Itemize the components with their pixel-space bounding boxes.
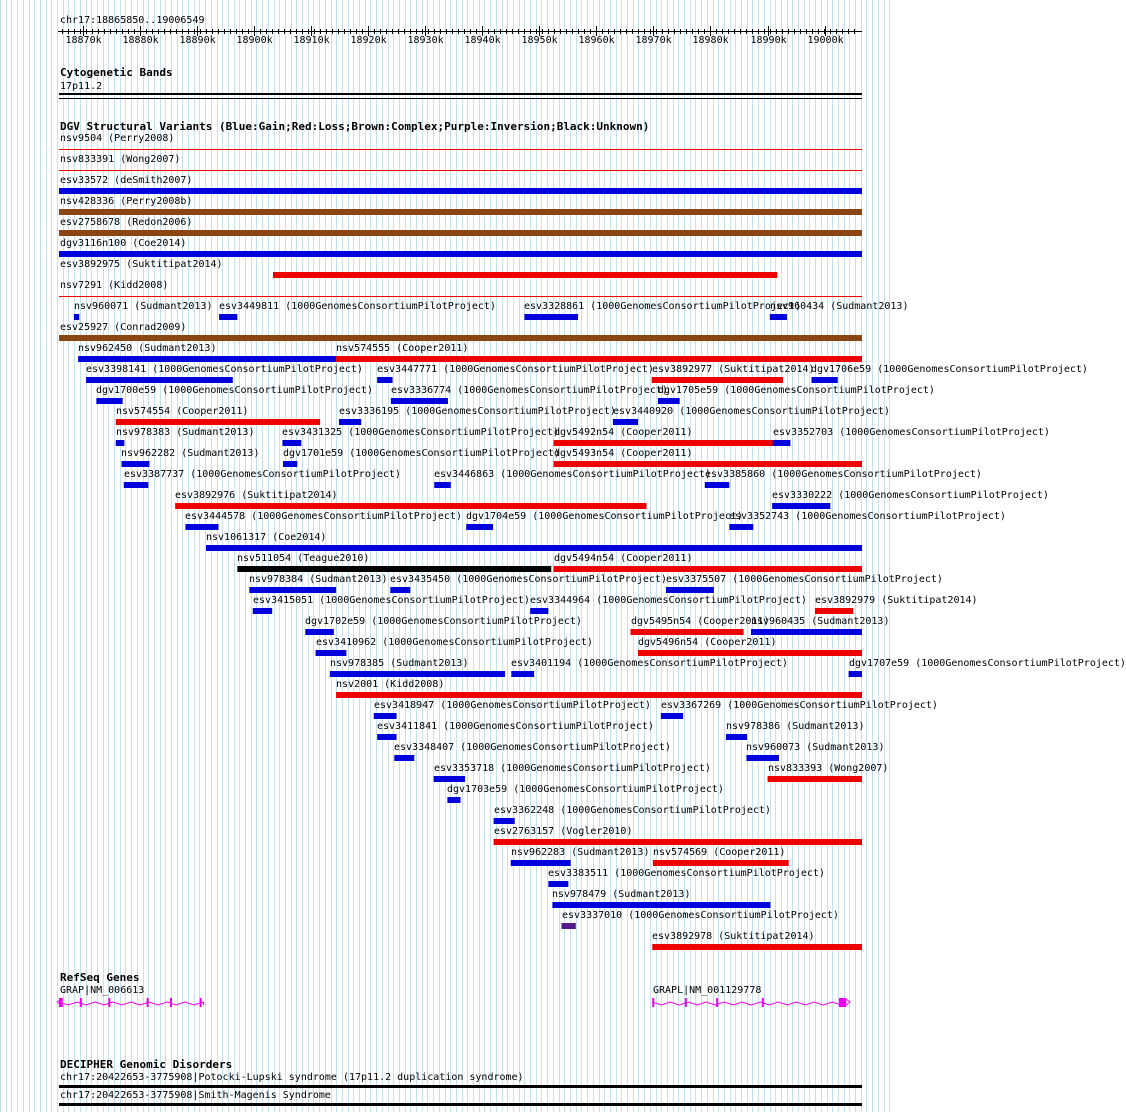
ruler-tick-label: 18890k bbox=[179, 35, 216, 46]
dgv-variant-label: esv3449811 (1000GenomesConsortiumPilotProject) bbox=[219, 301, 496, 312]
ruler-tick-label: 18870k bbox=[65, 35, 102, 46]
dgv-variant-label: nsv978386 (Sudmant2013) bbox=[726, 721, 865, 732]
decipher-track-title: DECIPHER Genomic Disorders bbox=[60, 1058, 233, 1071]
dgv-variant-label: esv3375507 (1000GenomesConsortiumPilotProject) bbox=[666, 574, 943, 585]
dgv-variant-label: esv3383511 (1000GenomesConsortiumPilotProject) bbox=[548, 868, 825, 879]
ruler-tick-label: 18970k bbox=[635, 35, 672, 46]
dgv-variant-label: esv3415051 (1000GenomesConsortiumPilotProject) bbox=[253, 595, 530, 606]
dgv-variant-label: esv3892976 (Suktitipat2014) bbox=[175, 490, 338, 501]
dgv-variant-label: esv3352703 (1000GenomesConsortiumPilotProject) bbox=[773, 427, 1050, 438]
dgv-variant-label: nsv962283 (Sudmant2013) bbox=[511, 847, 650, 858]
dgv-variant-label: esv3892978 (Suktitipat2014) bbox=[652, 931, 815, 942]
dgv-variant-label: dgv1701e59 (1000GenomesConsortiumPilotProject) bbox=[283, 448, 560, 459]
dgv-variant-label: esv3336774 (1000GenomesConsortiumPilotProject) bbox=[391, 385, 668, 396]
dgv-variant-label: esv3353718 (1000GenomesConsortiumPilotProject) bbox=[434, 763, 711, 774]
region-label: chr17:18865850..19006549 bbox=[60, 15, 205, 26]
dgv-variant-label: nsv962450 (Sudmant2013) bbox=[78, 343, 217, 354]
dgv-variant-label: dgv5495n54 (Cooper2011) bbox=[631, 616, 770, 627]
dgv-full-row-label: esv33572 (deSmith2007) bbox=[60, 175, 193, 186]
dgv-variant-label: esv3892979 (Suktitipat2014) bbox=[815, 595, 978, 606]
ruler-tick-label: 18940k bbox=[464, 35, 501, 46]
decipher-item-label: chr17:20422653-3775908|Smith-Magenis Syndrome bbox=[60, 1090, 331, 1101]
dgv-full-row-label: dgv3116n100 (Coe2014) bbox=[60, 238, 187, 249]
dgv-variant-label: esv3398141 (1000GenomesConsortiumPilotProject) bbox=[86, 364, 363, 375]
dgv-variant-label: esv3418947 (1000GenomesConsortiumPilotProject) bbox=[374, 700, 651, 711]
dgv-variant-label: esv3410962 (1000GenomesConsortiumPilotProject) bbox=[316, 637, 593, 648]
ruler-tick-label: 18990k bbox=[750, 35, 787, 46]
dgv-variant-label: esv3330222 (1000GenomesConsortiumPilotProject) bbox=[772, 490, 1049, 501]
dgv-variant-label: nsv833393 (Wong2007) bbox=[768, 763, 889, 774]
dgv-variant-label: esv3328861 (1000GenomesConsortiumPilotProject) bbox=[524, 301, 801, 312]
ruler-tick-label: 18980k bbox=[692, 35, 729, 46]
dgv-variant-label: esv3447771 (1000GenomesConsortiumPilotProject) bbox=[377, 364, 654, 375]
ruler-tick-label: 19000k bbox=[807, 35, 844, 46]
ruler-tick-label: 18880k bbox=[122, 35, 159, 46]
dgv-variant-label: nsv574569 (Cooper2011) bbox=[653, 847, 786, 858]
dgv-variant-label: nsv574555 (Cooper2011) bbox=[336, 343, 469, 354]
dgv-variant-label: esv3440920 (1000GenomesConsortiumPilotProject) bbox=[613, 406, 890, 417]
dgv-variant-label: dgv1706e59 (1000GenomesConsortiumPilotProject) bbox=[811, 364, 1088, 375]
dgv-variant-label: esv3367269 (1000GenomesConsortiumPilotProject) bbox=[661, 700, 938, 711]
dgv-variant-label: esv3387737 (1000GenomesConsortiumPilotProject) bbox=[124, 469, 401, 480]
dgv-variant-label: esv3444578 (1000GenomesConsortiumPilotProject) bbox=[185, 511, 462, 522]
ruler-tick-label: 18950k bbox=[521, 35, 558, 46]
dgv-variant-label: esv2763157 (Vogler2010) bbox=[494, 826, 633, 837]
ruler-tick-label: 18910k bbox=[293, 35, 330, 46]
gene-label: GRAP|NM_006613 bbox=[60, 985, 145, 996]
dgv-variant-label: nsv960434 (Sudmant2013) bbox=[770, 301, 909, 312]
dgv-variant-label: dgv5494n54 (Cooper2011) bbox=[554, 553, 693, 564]
dgv-variant-label: dgv1702e59 (1000GenomesConsortiumPilotProject) bbox=[305, 616, 582, 627]
dgv-variant-label: dgv5493n54 (Cooper2011) bbox=[554, 448, 693, 459]
cytoband-label: 17p11.2 bbox=[60, 81, 103, 92]
dgv-variant-label: dgv1703e59 (1000GenomesConsortiumPilotProject) bbox=[447, 784, 724, 795]
dgv-full-row-label: nsv428336 (Perry2008b) bbox=[60, 196, 193, 207]
dgv-variant-label: nsv962282 (Sudmant2013) bbox=[121, 448, 260, 459]
dgv-variant-label: esv3435450 (1000GenomesConsortiumPilotProject) bbox=[390, 574, 667, 585]
dgv-variant-label: nsv960435 (Sudmant2013) bbox=[751, 616, 890, 627]
dgv-variant-label: nsv978383 (Sudmant2013) bbox=[116, 427, 255, 438]
dgv-variant-label: nsv574554 (Cooper2011) bbox=[116, 406, 249, 417]
ruler-tick-label: 18920k bbox=[350, 35, 387, 46]
dgv-variant-label: nsv978385 (Sudmant2013) bbox=[330, 658, 469, 669]
dgv-variant-label: nsv978479 (Sudmant2013) bbox=[552, 889, 691, 900]
dgv-full-row-label: esv3892975 (Suktitipat2014) bbox=[60, 259, 223, 270]
dgv-variant-label: esv25927 (Conrad2009) bbox=[60, 322, 187, 333]
dgv-variant-label: esv3337010 (1000GenomesConsortiumPilotProject) bbox=[562, 910, 839, 921]
ruler-tick-label: 18900k bbox=[236, 35, 273, 46]
dgv-track-title: DGV Structural Variants (Blue:Gain;Red:Loss;Brown:Complex;Purple:Inversion;Black:Unknown) bbox=[60, 120, 650, 133]
dgv-variant-label: esv3348407 (1000GenomesConsortiumPilotProject) bbox=[394, 742, 671, 753]
dgv-variant-label: esv3446863 (1000GenomesConsortiumPilotProject) bbox=[434, 469, 711, 480]
dgv-variant-label: nsv2001 (Kidd2008) bbox=[336, 679, 445, 690]
dgv-variant-label: esv3336195 (1000GenomesConsortiumPilotProject) bbox=[339, 406, 616, 417]
dgv-variant-label: esv3431325 (1000GenomesConsortiumPilotProject) bbox=[282, 427, 559, 438]
dgv-variant-label: esv3344964 (1000GenomesConsortiumPilotProject) bbox=[530, 595, 807, 606]
dgv-full-row-label: nsv9504 (Perry2008) bbox=[60, 133, 175, 144]
dgv-full-row-label: esv2758678 (Redon2006) bbox=[60, 217, 193, 228]
gene-label: GRAPL|NM_001129778 bbox=[653, 985, 762, 996]
dgv-variant-label: dgv1705e59 (1000GenomesConsortiumPilotProject) bbox=[658, 385, 935, 396]
dgv-variant-label: esv3892977 (Suktitipat2014) bbox=[652, 364, 815, 375]
dgv-variant-label: dgv5492n54 (Cooper2011) bbox=[554, 427, 693, 438]
dgv-variant-label: esv3352743 (1000GenomesConsortiumPilotProject) bbox=[729, 511, 1006, 522]
dgv-variant-label: nsv511054 (Teague2010) bbox=[237, 553, 370, 564]
dgv-variant-label: esv3401194 (1000GenomesConsortiumPilotProject) bbox=[511, 658, 788, 669]
dgv-variant-label: nsv1061317 (Coe2014) bbox=[206, 532, 327, 543]
dgv-variant-label: esv3385860 (1000GenomesConsortiumPilotProject) bbox=[705, 469, 982, 480]
dgv-full-row-label: nsv833391 (Wong2007) bbox=[60, 154, 181, 165]
dgv-full-row-label: nsv7291 (Kidd2008) bbox=[60, 280, 169, 291]
cytoband-title: Cytogenetic Bands bbox=[60, 66, 173, 79]
decipher-item-label: chr17:20422653-3775908|Potocki-Lupski syndrome (17p11.2 duplication syndrome) bbox=[60, 1072, 524, 1083]
refseq-track-title: RefSeq Genes bbox=[60, 971, 140, 984]
dgv-variant-label: dgv1707e59 (1000GenomesConsortiumPilotProject) bbox=[849, 658, 1126, 669]
dgv-variant-label: dgv1700e59 (1000GenomesConsortiumPilotProject) bbox=[96, 385, 373, 396]
dgv-variant-label: esv3411841 (1000GenomesConsortiumPilotProject) bbox=[377, 721, 654, 732]
dgv-variant-label: dgv5496n54 (Cooper2011) bbox=[638, 637, 777, 648]
ruler-tick-label: 18960k bbox=[578, 35, 615, 46]
ruler-tick-label: 18930k bbox=[407, 35, 444, 46]
dgv-variant-label: dgv1704e59 (1000GenomesConsortiumPilotProject) bbox=[466, 511, 743, 522]
dgv-variant-label: nsv960071 (Sudmant2013) bbox=[74, 301, 213, 312]
dgv-variant-label: esv3362248 (1000GenomesConsortiumPilotProject) bbox=[494, 805, 771, 816]
dgv-variant-label: nsv978384 (Sudmant2013) bbox=[249, 574, 388, 585]
dgv-variant-label: nsv960073 (Sudmant2013) bbox=[746, 742, 885, 753]
